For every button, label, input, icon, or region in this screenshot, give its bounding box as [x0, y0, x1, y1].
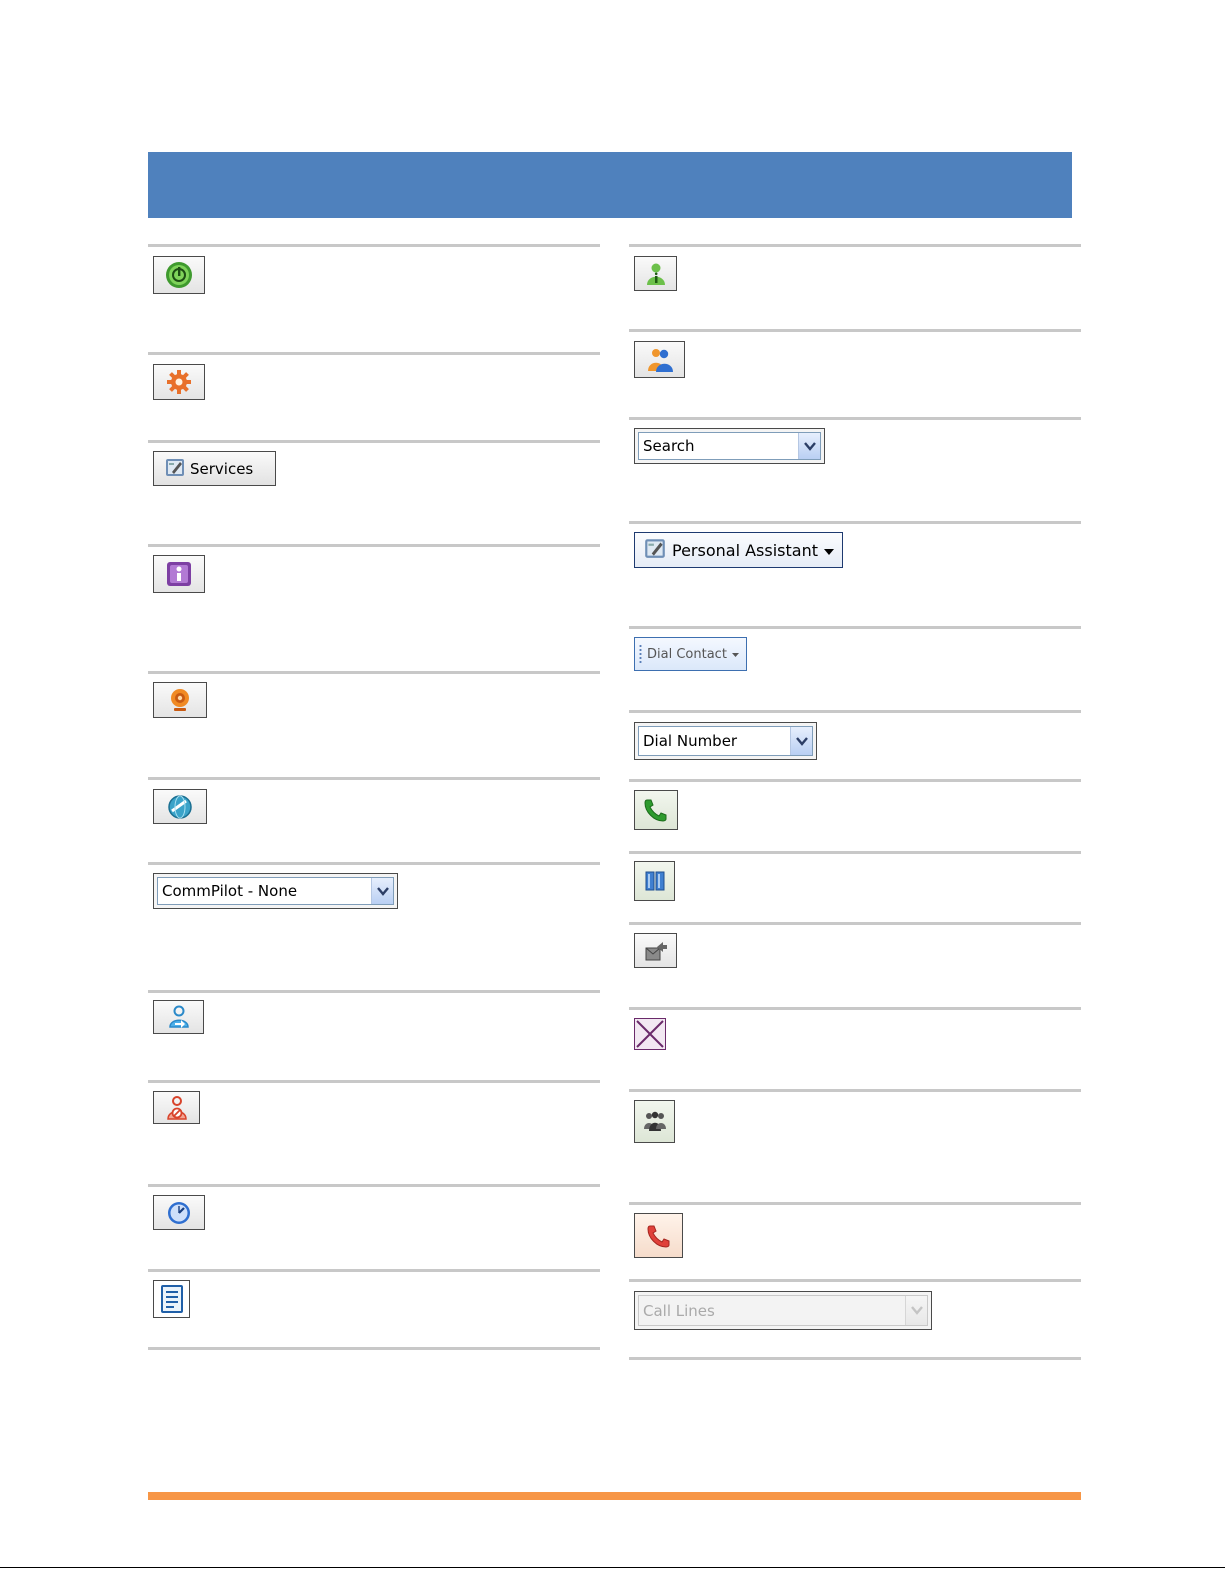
divider — [629, 329, 1081, 332]
information-icon — [165, 560, 193, 588]
footer-rule — [148, 1492, 1081, 1500]
globe-button[interactable] — [153, 789, 207, 824]
caret-down-icon — [732, 647, 739, 662]
header-band — [148, 152, 1072, 218]
settings-button[interactable] — [153, 364, 205, 400]
search-select[interactable] — [634, 428, 825, 464]
webcam-icon — [166, 686, 194, 714]
divider — [629, 521, 1081, 524]
dial-contact-label: Dial Contact — [647, 646, 727, 662]
gear-icon — [165, 368, 193, 396]
divider — [148, 990, 600, 993]
close-x-icon — [636, 1020, 664, 1048]
transfer-button[interactable] — [634, 933, 677, 968]
webcam-button[interactable] — [153, 682, 207, 718]
divider — [629, 922, 1081, 925]
divider — [629, 851, 1081, 854]
chevron-down-icon[interactable] — [790, 727, 812, 755]
power-icon — [164, 260, 194, 290]
clock-button[interactable] — [153, 1195, 205, 1230]
contact-icon — [165, 1003, 193, 1031]
divider — [148, 862, 600, 865]
power-button[interactable] — [153, 256, 205, 294]
page-bottom-border — [0, 1567, 1225, 1568]
divider — [629, 244, 1081, 247]
hang-up-button[interactable] — [634, 1213, 683, 1258]
conference-icon — [641, 1109, 669, 1135]
divider — [148, 1184, 600, 1187]
divider — [629, 417, 1081, 420]
divider — [148, 1269, 600, 1272]
divider — [629, 1007, 1081, 1010]
grip-handle[interactable] — [639, 644, 642, 664]
services-label: Services — [190, 459, 254, 478]
divider — [148, 544, 600, 547]
services-icon — [643, 536, 667, 564]
personal-assistant-button[interactable] — [634, 532, 843, 568]
divider — [629, 779, 1081, 782]
divider — [148, 777, 600, 780]
answer-call-button[interactable] — [634, 790, 678, 830]
information-button[interactable] — [153, 555, 205, 593]
chevron-down-icon — [905, 1296, 927, 1325]
divider — [148, 671, 600, 674]
divider — [629, 1357, 1081, 1360]
clock-icon — [165, 1199, 193, 1227]
conference-button[interactable] — [634, 1100, 675, 1143]
close-button[interactable] — [634, 1018, 666, 1050]
divider — [148, 1347, 600, 1350]
personal-assistant-label: Personal Assistant — [672, 540, 818, 560]
hold-button[interactable] — [634, 861, 675, 901]
divider — [148, 244, 600, 247]
divider — [629, 1089, 1081, 1092]
search-select-value: Search — [643, 437, 695, 455]
do-not-disturb-button[interactable] — [153, 1091, 200, 1124]
user-info-icon — [643, 261, 669, 287]
notepad-icon — [159, 1284, 185, 1314]
notepad-button[interactable] — [153, 1280, 190, 1318]
globe-icon — [166, 793, 194, 821]
services-button[interactable] — [153, 451, 276, 486]
contact-button[interactable] — [153, 1000, 204, 1034]
caret-down-icon — [823, 541, 835, 560]
phone-hangup-icon — [645, 1222, 673, 1250]
call-lines-select-value: Call Lines — [643, 1301, 715, 1320]
dial-number-select[interactable] — [634, 722, 817, 760]
divider — [629, 1202, 1081, 1205]
do-not-disturb-icon — [163, 1094, 191, 1122]
dial-number-select-value: Dial Number — [643, 732, 738, 750]
call-lines-select — [634, 1291, 932, 1330]
dial-contact-button[interactable] — [634, 637, 747, 671]
users-button[interactable] — [634, 341, 685, 378]
pause-icon — [642, 868, 668, 894]
phone-answer-icon — [642, 796, 670, 824]
commpilot-select-value: CommPilot - None — [162, 882, 298, 900]
services-icon — [164, 456, 186, 482]
user-info-button[interactable] — [634, 256, 677, 291]
divider — [148, 352, 600, 355]
chevron-down-icon[interactable] — [798, 433, 820, 459]
divider — [629, 626, 1081, 629]
divider — [148, 440, 600, 443]
divider — [629, 710, 1081, 713]
commpilot-select[interactable] — [153, 873, 398, 909]
chevron-down-icon[interactable] — [371, 878, 393, 904]
transfer-icon — [643, 939, 669, 963]
divider — [148, 1080, 600, 1083]
users-icon — [645, 346, 675, 374]
divider — [629, 1279, 1081, 1282]
